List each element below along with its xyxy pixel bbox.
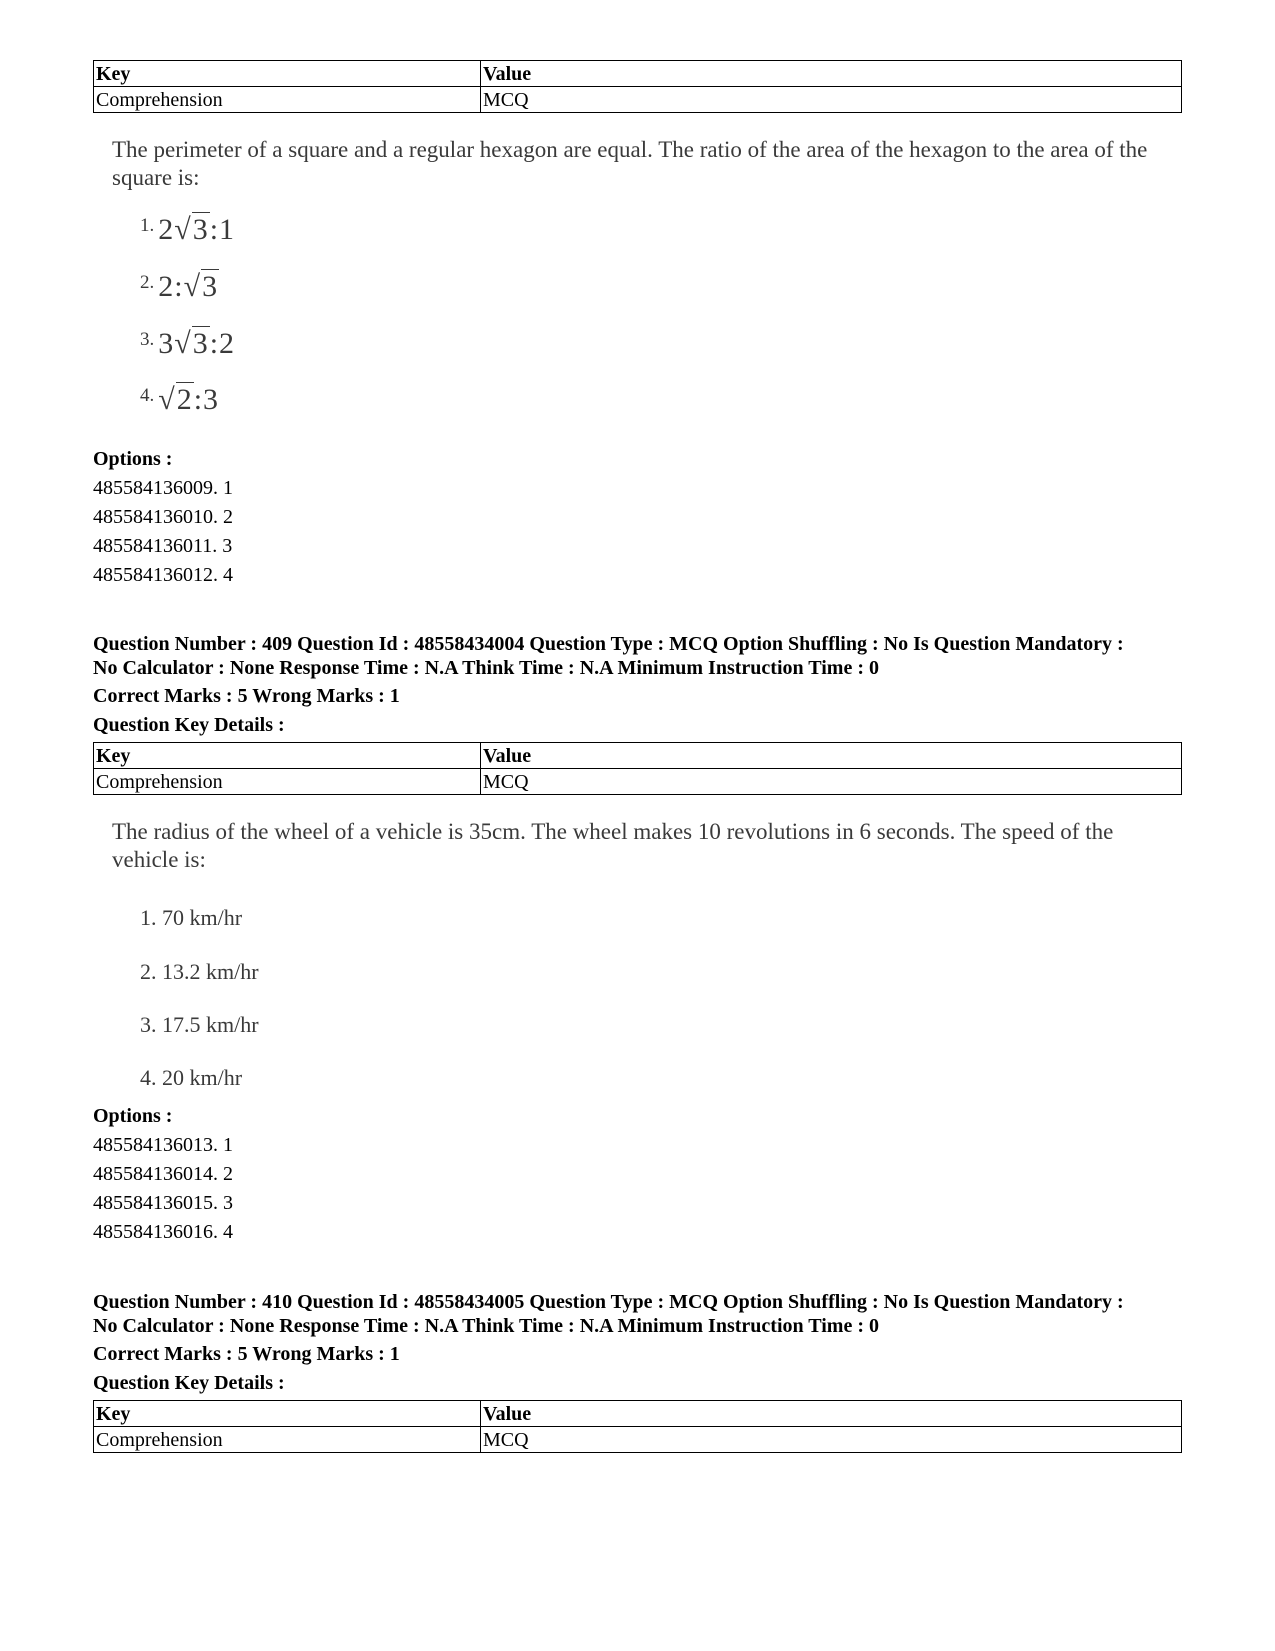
math-choice-2: $^{2.}$ 2:√3 [140, 270, 219, 303]
options-label: Options : [93, 448, 173, 470]
option-id: 485584136014. 2 [93, 1163, 233, 1185]
value-header: Value [481, 1401, 1182, 1427]
math-choice-1: $^{1.}$ 2√3:1 [140, 213, 236, 246]
question-meta-line1: Question Number : 409 Question Id : 48558434004 Question Type : MCQ Option Shuffling : No Is Question Mandatory : [93, 633, 1124, 655]
question-text: The perimeter of a square and a regular hexagon are equal. The ratio of the area of the hexagon to the area of the square is: [112, 137, 1148, 190]
question-key-table [93, 1400, 1182, 1453]
key-cell: Comprehension [94, 87, 481, 113]
question-key-table [93, 742, 1182, 795]
question-marks: Correct Marks : 5 Wrong Marks : 1 [93, 1343, 400, 1365]
key-header: Key [94, 61, 481, 87]
option-id: 485584136016. 4 [93, 1221, 233, 1243]
options-label: Options : [93, 1105, 173, 1127]
option-id: 485584136013. 1 [93, 1134, 233, 1156]
question-text: The radius of the wheel of a vehicle is 35cm. The wheel makes 10 revolutions in 6 seconds. The speed of the vehicle is: [112, 819, 1114, 872]
question-key-details-label: Question Key Details : [93, 1372, 285, 1394]
question-key-table [93, 60, 1182, 113]
key-cell: Comprehension [94, 1427, 481, 1453]
value-header: Value [481, 61, 1182, 87]
value-cell: MCQ [481, 769, 1182, 795]
choice-1: 1. 70 km/hr [140, 905, 243, 930]
value-cell: MCQ [481, 87, 1182, 113]
option-id: 485584136010. 2 [93, 506, 233, 528]
option-id: 485584136009. 1 [93, 477, 233, 499]
key-header: Key [94, 1401, 481, 1427]
option-id: 485584136011. 3 [93, 535, 233, 557]
question-meta-line2: No Calculator : None Response Time : N.A Think Time : N.A Minimum Instruction Time : 0 [93, 1315, 879, 1337]
key-cell: Comprehension [94, 769, 481, 795]
question-meta-line2: No Calculator : None Response Time : N.A Think Time : N.A Minimum Instruction Time : 0 [93, 657, 879, 679]
math-choice-4: $^{4.}$ √2:3 [140, 383, 220, 416]
question-key-details-label: Question Key Details : [93, 714, 285, 736]
question-marks: Correct Marks : 5 Wrong Marks : 1 [93, 685, 400, 707]
key-header: Key [94, 743, 481, 769]
question-meta-line1: Question Number : 410 Question Id : 48558434005 Question Type : MCQ Option Shuffling : No Is Question Mandatory : [93, 1291, 1124, 1313]
option-id: 485584136012. 4 [93, 564, 233, 586]
value-cell: MCQ [481, 1427, 1182, 1453]
math-choice-3: $^{3.}$ 3√3:2 [140, 327, 236, 360]
choice-2: 2. 13.2 km/hr [140, 959, 259, 984]
choice-4: 4. 20 km/hr [140, 1065, 243, 1090]
value-header: Value [481, 743, 1182, 769]
choice-3: 3. 17.5 km/hr [140, 1012, 259, 1037]
option-id: 485584136015. 3 [93, 1192, 233, 1214]
